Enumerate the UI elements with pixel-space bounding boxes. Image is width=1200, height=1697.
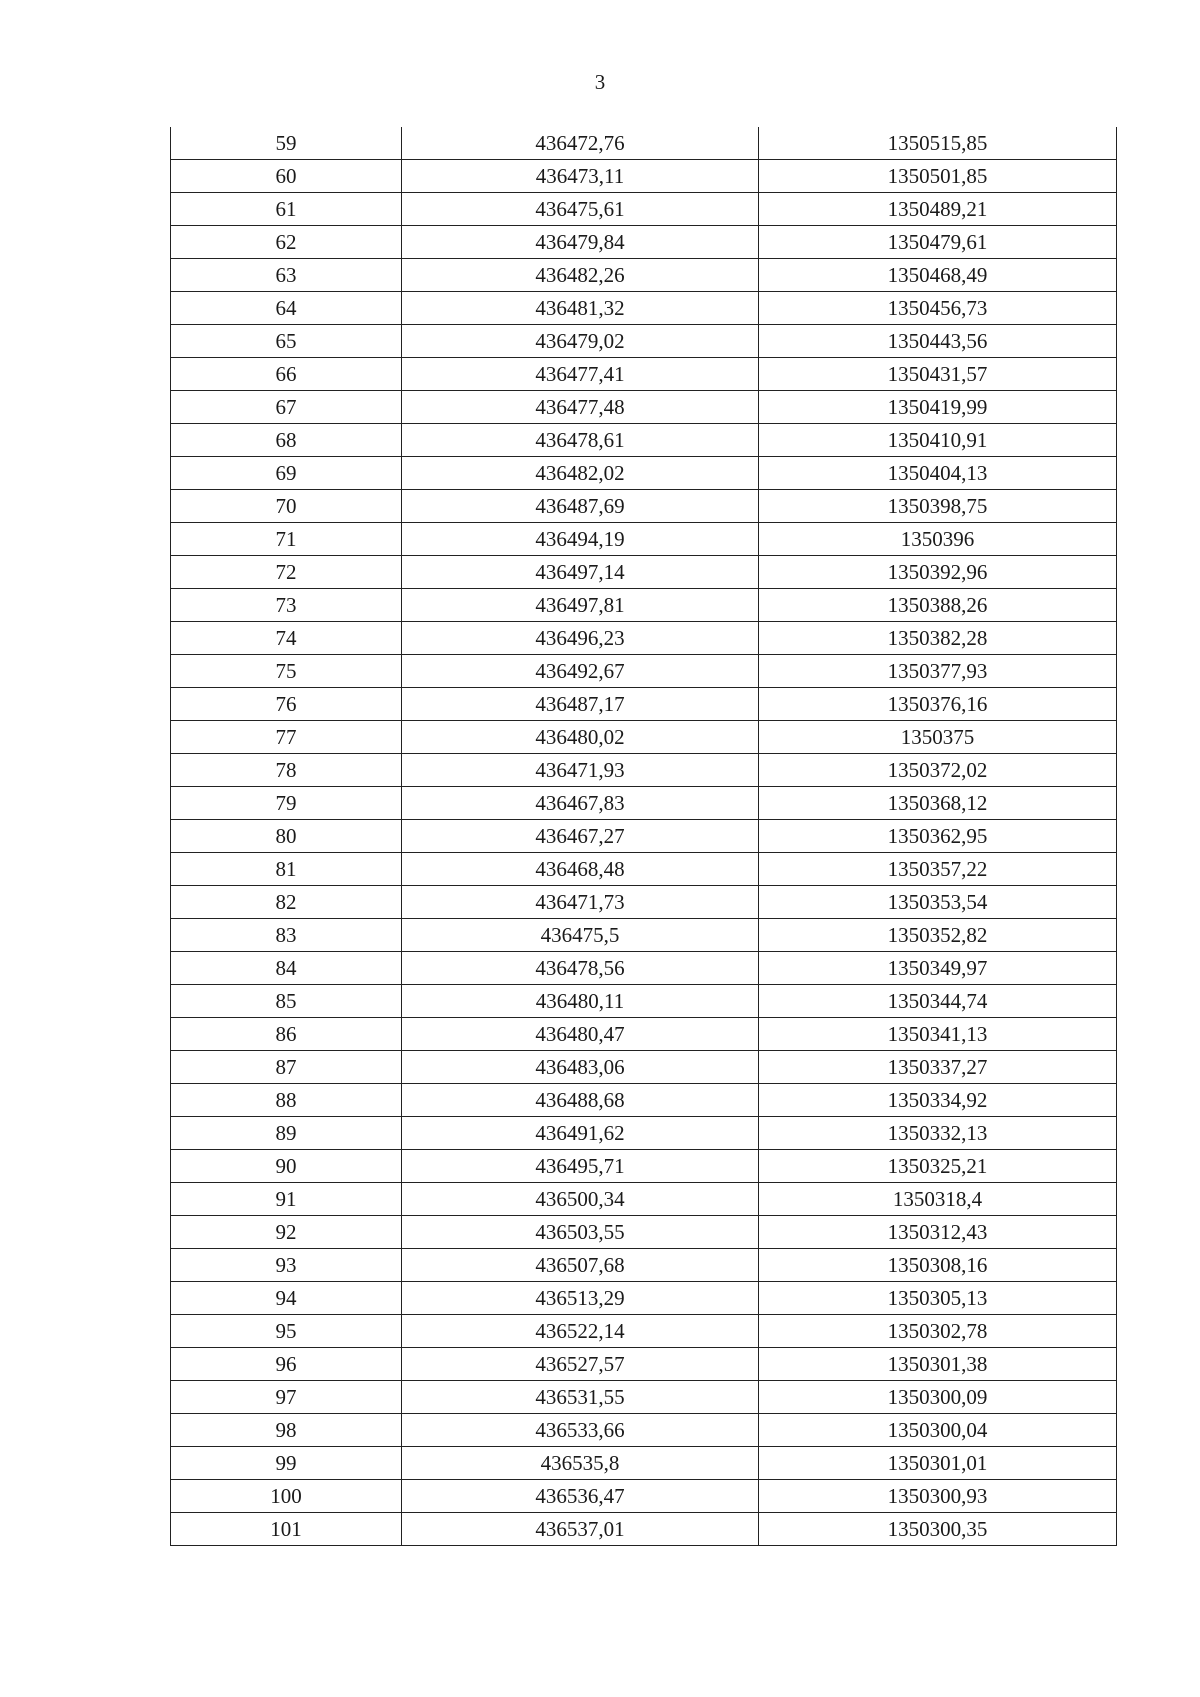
x-coordinate-cell: 436497,14: [402, 556, 759, 589]
x-coordinate-cell: 436468,48: [402, 853, 759, 886]
y-coordinate-cell: 1350515,85: [759, 127, 1117, 160]
y-coordinate-cell: 1350301,38: [759, 1348, 1117, 1381]
x-coordinate-cell: 436479,02: [402, 325, 759, 358]
y-coordinate-cell: 1350353,54: [759, 886, 1117, 919]
table-row: [171, 490, 1117, 523]
x-coordinate-cell: 436483,06: [402, 1051, 759, 1084]
table-row: [171, 886, 1117, 919]
table-row: [171, 853, 1117, 886]
x-coordinate-cell: 436487,17: [402, 688, 759, 721]
point-number-cell: 86: [171, 1018, 402, 1051]
y-coordinate-cell: 1350300,93: [759, 1480, 1117, 1513]
y-coordinate-cell: 1350308,16: [759, 1249, 1117, 1282]
x-coordinate-cell: 436475,61: [402, 193, 759, 226]
point-number-cell: 64: [171, 292, 402, 325]
y-coordinate-cell: 1350431,57: [759, 358, 1117, 391]
table-row: [171, 622, 1117, 655]
point-number-cell: 69: [171, 457, 402, 490]
point-number-cell: 61: [171, 193, 402, 226]
x-coordinate-cell: 436507,68: [402, 1249, 759, 1282]
point-number-cell: 87: [171, 1051, 402, 1084]
point-number-cell: 72: [171, 556, 402, 589]
y-coordinate-cell: 1350312,43: [759, 1216, 1117, 1249]
table-row: [171, 391, 1117, 424]
x-coordinate-cell: 436537,01: [402, 1513, 759, 1546]
y-coordinate-cell: 1350396: [759, 523, 1117, 556]
y-coordinate-cell: 1350375: [759, 721, 1117, 754]
y-coordinate-cell: 1350398,75: [759, 490, 1117, 523]
point-number-cell: 96: [171, 1348, 402, 1381]
x-coordinate-cell: 436480,02: [402, 721, 759, 754]
point-number-cell: 75: [171, 655, 402, 688]
table-row: [171, 325, 1117, 358]
table-row: [171, 1117, 1117, 1150]
point-number-cell: 83: [171, 919, 402, 952]
point-number-cell: 88: [171, 1084, 402, 1117]
table-row: [171, 226, 1117, 259]
y-coordinate-cell: 1350362,95: [759, 820, 1117, 853]
table-row: [171, 721, 1117, 754]
table-row: [171, 1150, 1117, 1183]
y-coordinate-cell: 1350341,13: [759, 1018, 1117, 1051]
coordinates-table: [170, 127, 1117, 1546]
table-row: [171, 985, 1117, 1018]
x-coordinate-cell: 436482,26: [402, 259, 759, 292]
y-coordinate-cell: 1350349,97: [759, 952, 1117, 985]
table-row: [171, 1183, 1117, 1216]
point-number-cell: 82: [171, 886, 402, 919]
x-coordinate-cell: 436522,14: [402, 1315, 759, 1348]
point-number-cell: 59: [171, 127, 402, 160]
x-coordinate-cell: 436472,76: [402, 127, 759, 160]
point-number-cell: 91: [171, 1183, 402, 1216]
x-coordinate-cell: 436467,27: [402, 820, 759, 853]
point-number-cell: 63: [171, 259, 402, 292]
y-coordinate-cell: 1350377,93: [759, 655, 1117, 688]
point-number-cell: 79: [171, 787, 402, 820]
x-coordinate-cell: 436471,73: [402, 886, 759, 919]
point-number-cell: 94: [171, 1282, 402, 1315]
table-row: [171, 1480, 1117, 1513]
point-number-cell: 73: [171, 589, 402, 622]
y-coordinate-cell: 1350368,12: [759, 787, 1117, 820]
table-row: [171, 1414, 1117, 1447]
point-number-cell: 95: [171, 1315, 402, 1348]
point-number-cell: 97: [171, 1381, 402, 1414]
y-coordinate-cell: 1350410,91: [759, 424, 1117, 457]
x-coordinate-cell: 436487,69: [402, 490, 759, 523]
y-coordinate-cell: 1350332,13: [759, 1117, 1117, 1150]
table-row: [171, 1051, 1117, 1084]
x-coordinate-cell: 436481,32: [402, 292, 759, 325]
y-coordinate-cell: 1350489,21: [759, 193, 1117, 226]
table-row: [171, 127, 1117, 160]
point-number-cell: 85: [171, 985, 402, 1018]
point-number-cell: 76: [171, 688, 402, 721]
x-coordinate-cell: 436497,81: [402, 589, 759, 622]
table-row: [171, 919, 1117, 952]
x-coordinate-cell: 436477,48: [402, 391, 759, 424]
point-number-cell: 68: [171, 424, 402, 457]
x-coordinate-cell: 436479,84: [402, 226, 759, 259]
point-number-cell: 71: [171, 523, 402, 556]
y-coordinate-cell: 1350479,61: [759, 226, 1117, 259]
y-coordinate-cell: 1350404,13: [759, 457, 1117, 490]
table-row: [171, 160, 1117, 193]
point-number-cell: 100: [171, 1480, 402, 1513]
x-coordinate-cell: 436480,47: [402, 1018, 759, 1051]
table-row: [171, 457, 1117, 490]
y-coordinate-cell: 1350501,85: [759, 160, 1117, 193]
point-number-cell: 81: [171, 853, 402, 886]
x-coordinate-cell: 436478,61: [402, 424, 759, 457]
table-row: [171, 655, 1117, 688]
table-row: [171, 1018, 1117, 1051]
x-coordinate-cell: 436513,29: [402, 1282, 759, 1315]
x-coordinate-cell: 436477,41: [402, 358, 759, 391]
x-coordinate-cell: 436527,57: [402, 1348, 759, 1381]
table-row: [171, 292, 1117, 325]
point-number-cell: 84: [171, 952, 402, 985]
x-coordinate-cell: 436536,47: [402, 1480, 759, 1513]
x-coordinate-cell: 436535,8: [402, 1447, 759, 1480]
table-row: [171, 556, 1117, 589]
table-row: [171, 358, 1117, 391]
y-coordinate-cell: 1350382,28: [759, 622, 1117, 655]
point-number-cell: 60: [171, 160, 402, 193]
table-row: [171, 259, 1117, 292]
y-coordinate-cell: 1350419,99: [759, 391, 1117, 424]
point-number-cell: 92: [171, 1216, 402, 1249]
y-coordinate-cell: 1350337,27: [759, 1051, 1117, 1084]
y-coordinate-cell: 1350352,82: [759, 919, 1117, 952]
y-coordinate-cell: 1350388,26: [759, 589, 1117, 622]
table-row: [171, 1348, 1117, 1381]
y-coordinate-cell: 1350305,13: [759, 1282, 1117, 1315]
x-coordinate-cell: 436491,62: [402, 1117, 759, 1150]
table-row: [171, 1513, 1117, 1546]
y-coordinate-cell: 1350443,56: [759, 325, 1117, 358]
page-number: 3: [594, 70, 606, 94]
table-row: [171, 193, 1117, 226]
y-coordinate-cell: 1350372,02: [759, 754, 1117, 787]
table-row: [171, 1315, 1117, 1348]
y-coordinate-cell: 1350300,04: [759, 1414, 1117, 1447]
y-coordinate-cell: 1350376,16: [759, 688, 1117, 721]
table-row: [171, 787, 1117, 820]
x-coordinate-cell: 436480,11: [402, 985, 759, 1018]
y-coordinate-cell: 1350300,09: [759, 1381, 1117, 1414]
point-number-cell: 90: [171, 1150, 402, 1183]
point-number-cell: 80: [171, 820, 402, 853]
table-row: [171, 1447, 1117, 1480]
x-coordinate-cell: 436473,11: [402, 160, 759, 193]
point-number-cell: 77: [171, 721, 402, 754]
point-number-cell: 66: [171, 358, 402, 391]
y-coordinate-cell: 1350392,96: [759, 556, 1117, 589]
point-number-cell: 89: [171, 1117, 402, 1150]
point-number-cell: 78: [171, 754, 402, 787]
y-coordinate-cell: 1350357,22: [759, 853, 1117, 886]
table-row: [171, 589, 1117, 622]
point-number-cell: 93: [171, 1249, 402, 1282]
y-coordinate-cell: 1350344,74: [759, 985, 1117, 1018]
table-row: [171, 1282, 1117, 1315]
table-row: [171, 754, 1117, 787]
y-coordinate-cell: 1350334,92: [759, 1084, 1117, 1117]
y-coordinate-cell: 1350456,73: [759, 292, 1117, 325]
point-number-cell: 62: [171, 226, 402, 259]
x-coordinate-cell: 436495,71: [402, 1150, 759, 1183]
x-coordinate-cell: 436531,55: [402, 1381, 759, 1414]
y-coordinate-cell: 1350300,35: [759, 1513, 1117, 1546]
y-coordinate-cell: 1350325,21: [759, 1150, 1117, 1183]
coordinates-table-body: [171, 127, 1117, 1546]
x-coordinate-cell: 436467,83: [402, 787, 759, 820]
table-row: [171, 1249, 1117, 1282]
table-row: [171, 952, 1117, 985]
table-row: [171, 1216, 1117, 1249]
x-coordinate-cell: 436488,68: [402, 1084, 759, 1117]
point-number-cell: 67: [171, 391, 402, 424]
y-coordinate-cell: 1350302,78: [759, 1315, 1117, 1348]
y-coordinate-cell: 1350468,49: [759, 259, 1117, 292]
point-number-cell: 74: [171, 622, 402, 655]
table-row: [171, 688, 1117, 721]
x-coordinate-cell: 436500,34: [402, 1183, 759, 1216]
y-coordinate-cell: 1350318,4: [759, 1183, 1117, 1216]
x-coordinate-cell: 436503,55: [402, 1216, 759, 1249]
table-row: [171, 1084, 1117, 1117]
x-coordinate-cell: 436494,19: [402, 523, 759, 556]
x-coordinate-cell: 436482,02: [402, 457, 759, 490]
x-coordinate-cell: 436478,56: [402, 952, 759, 985]
point-number-cell: 65: [171, 325, 402, 358]
table-row: [171, 523, 1117, 556]
table-row: [171, 1381, 1117, 1414]
table-row: [171, 820, 1117, 853]
table-row: [171, 424, 1117, 457]
y-coordinate-cell: 1350301,01: [759, 1447, 1117, 1480]
point-number-cell: 70: [171, 490, 402, 523]
x-coordinate-cell: 436492,67: [402, 655, 759, 688]
point-number-cell: 99: [171, 1447, 402, 1480]
x-coordinate-cell: 436533,66: [402, 1414, 759, 1447]
point-number-cell: 98: [171, 1414, 402, 1447]
x-coordinate-cell: 436475,5: [402, 919, 759, 952]
point-number-cell: 101: [171, 1513, 402, 1546]
x-coordinate-cell: 436471,93: [402, 754, 759, 787]
x-coordinate-cell: 436496,23: [402, 622, 759, 655]
